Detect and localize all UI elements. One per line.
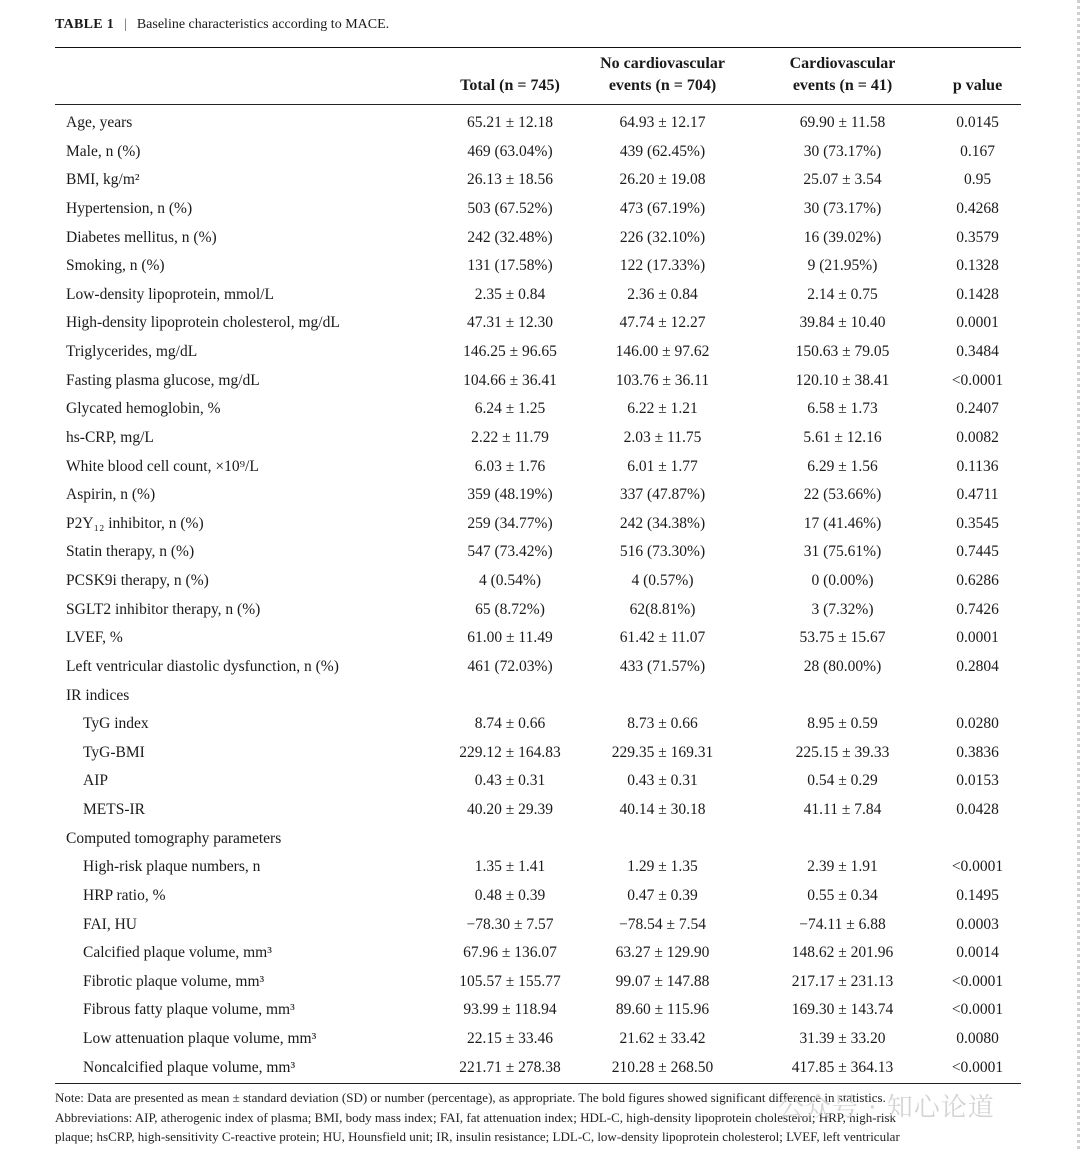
row-label: Hypertension, n (%) — [66, 199, 193, 217]
table-row — [55, 195, 1021, 224]
cell-p-value: 0.0428 — [956, 801, 999, 818]
cell-p-value: 0.1328 — [956, 257, 999, 275]
cell-no-events: 62(8.81%) — [629, 600, 696, 618]
cell-total: 67.96 ± 136.07 — [463, 944, 557, 962]
table-row — [55, 395, 1021, 424]
cell-events: 6.29 ± 1.56 — [807, 457, 878, 475]
cell-events: 28 (80.00%) — [803, 657, 882, 675]
cell-no-events: 146.00 ± 97.62 — [615, 343, 710, 360]
cell-no-events: 4 (0.57%) — [631, 572, 694, 589]
header-rule — [55, 104, 1021, 105]
cell-events: −74.11 ± 6.88 — [799, 915, 886, 933]
cell-p-value: <0.0001 — [951, 1001, 1004, 1019]
row-label: White blood cell count, ×10⁹/L — [66, 457, 259, 475]
cell-events: 53.75 ± 15.67 — [799, 629, 886, 647]
cell-total: 65.21 ± 12.18 — [466, 114, 553, 131]
cell-p-value: 0.3545 — [956, 514, 999, 532]
table-title: Baseline characteristics according to MACE. — [136, 17, 390, 32]
cell-events: 30 (73.17%) — [803, 142, 882, 160]
row-label: Fibrotic plaque volume, mm³ — [83, 972, 265, 990]
cell-events: 17 (41.46%) — [803, 514, 882, 532]
table-row — [55, 453, 1021, 482]
header-events-line1: Cardiovascular — [789, 55, 896, 72]
cell-no-events: 103.76 ± 36.11 — [615, 371, 710, 389]
cell-no-events: −78.54 ± 7.54 — [619, 915, 706, 933]
table-row — [55, 653, 1021, 682]
cell-total: 359 (48.19%) — [467, 486, 553, 504]
cell-events: 8.95 ± 0.59 — [807, 715, 878, 733]
table-row — [55, 567, 1021, 596]
cell-events: 16 (39.02%) — [803, 228, 882, 246]
row-label: HRP ratio, % — [83, 886, 166, 904]
cell-p-value: <0.0001 — [951, 858, 1004, 876]
cell-no-events: 47.74 ± 12.27 — [619, 314, 706, 332]
header-events-line2: events (n = 41) — [792, 77, 893, 94]
row-label: Diabetes mellitus, n (%) — [66, 228, 217, 246]
table-row — [55, 596, 1021, 625]
cell-no-events: 473 (67.19%) — [619, 199, 706, 217]
cell-total: 22.15 ± 33.46 — [466, 1030, 553, 1047]
cell-p-value: <0.0001 — [951, 972, 1004, 990]
table-row — [55, 252, 1021, 281]
cell-p-value: 0.0280 — [956, 715, 999, 733]
cell-p-value: 0.3484 — [956, 343, 999, 360]
header-no-events-line2: events (n = 704) — [608, 77, 717, 94]
cell-events: 0.55 ± 0.34 — [807, 886, 878, 904]
cell-events: 2.14 ± 0.75 — [807, 285, 878, 303]
cell-total: 0.48 ± 0.39 — [474, 886, 546, 904]
cell-p-value: 0.1136 — [956, 457, 999, 475]
table-body — [55, 109, 1021, 1082]
cell-p-value: 0.7426 — [956, 600, 999, 618]
cell-no-events: 516 (73.30%) — [619, 543, 706, 561]
row-label: AIP — [83, 772, 108, 790]
row-label: Glycated hemoglobin, % — [66, 400, 221, 418]
cell-events: 25.07 ± 3.54 — [803, 171, 882, 189]
row-label: Computed tomography parameters — [66, 829, 282, 847]
header-total: Total (n = 745) — [460, 77, 560, 94]
table-row — [55, 796, 1021, 825]
table-row — [55, 767, 1021, 796]
cell-total: 2.35 ± 0.84 — [474, 285, 546, 303]
cell-no-events: 2.36 ± 0.84 — [627, 285, 698, 303]
caption-separator: | — [124, 17, 127, 32]
cell-events: 2.39 ± 1.91 — [807, 858, 878, 876]
cell-events: 6.58 ± 1.73 — [807, 400, 878, 418]
row-label: Noncalcified plaque volume, mm³ — [83, 1058, 296, 1076]
cell-total: 503 (67.52%) — [467, 199, 553, 217]
table-row — [55, 1054, 1021, 1083]
cell-no-events: 1.29 ± 1.35 — [627, 858, 698, 876]
table-row — [55, 853, 1021, 882]
cell-p-value: 0.0003 — [956, 915, 999, 933]
cell-total: 26.13 ± 18.56 — [466, 171, 553, 189]
cell-total: 6.03 ± 1.76 — [474, 457, 546, 475]
row-label: Statin therapy, n (%) — [66, 543, 195, 561]
cell-no-events: 2.03 ± 11.75 — [623, 428, 702, 446]
cell-p-value: 0.95 — [963, 171, 992, 189]
cell-events: 0.54 ± 0.29 — [807, 772, 878, 790]
cell-no-events: 21.62 ± 33.42 — [619, 1030, 706, 1047]
note-line-1: Note: Data are presented as mean ± standard deviation (SD) or number (percentage), as appropriate. The bold figures showed significant difference in statistics. — [55, 1090, 886, 1105]
cell-total: 242 (32.48%) — [467, 228, 553, 246]
row-label: PCSK9i therapy, n (%) — [66, 572, 209, 589]
cell-total: 131 (17.58%) — [467, 257, 553, 275]
top-rule — [55, 47, 1021, 48]
row-label: TyG-BMI — [83, 743, 145, 761]
cell-events: 169.30 ± 143.74 — [791, 1001, 894, 1019]
cell-total: 93.99 ± 118.94 — [463, 1001, 557, 1019]
cell-total: 469 (63.04%) — [467, 142, 553, 160]
cell-no-events: 6.01 ± 1.77 — [627, 457, 698, 475]
cell-p-value: 0.2804 — [956, 657, 999, 675]
table-row — [55, 338, 1021, 367]
table-row — [55, 424, 1021, 453]
table-row — [55, 166, 1021, 195]
cell-events: 0 (0.00%) — [811, 572, 874, 589]
cell-p-value: 0.4711 — [956, 486, 999, 504]
cell-events: 30 (73.17%) — [803, 199, 882, 217]
cell-p-value: 0.0082 — [956, 428, 999, 446]
cell-p-value: 0.0153 — [956, 772, 999, 790]
note-line-2: Abbreviations: AIP, atherogenic index of plasma; BMI, body mass index; FAI, fat attenuation index; HDL-C, high-density lipoprotein cholesterol; HRP, high-risk — [55, 1109, 897, 1125]
row-label: Low attenuation plaque volume, mm³ — [83, 1030, 317, 1047]
row-label: SGLT2 inhibitor therapy, n (%) — [66, 600, 261, 618]
row-label: Calcified plaque volume, mm³ — [83, 944, 272, 962]
cell-events: 9 (21.95%) — [807, 257, 878, 275]
table-row — [55, 710, 1021, 739]
cell-total: 146.25 ± 96.65 — [463, 343, 557, 360]
cell-total: 2.22 ± 11.79 — [471, 428, 549, 446]
row-label: Fasting plasma glucose, mg/dL — [66, 371, 260, 389]
cell-total: −78.30 ± 7.57 — [466, 915, 554, 933]
cell-total: 6.24 ± 1.25 — [474, 400, 546, 418]
table-row — [55, 281, 1021, 310]
cell-total: 104.66 ± 36.41 — [463, 371, 557, 389]
cell-p-value: 0.4268 — [956, 199, 999, 217]
cell-no-events: 61.42 ± 11.07 — [619, 629, 706, 647]
row-label: BMI, kg/m² — [66, 171, 140, 189]
cell-total: 221.71 ± 278.38 — [459, 1058, 561, 1076]
cell-no-events: 226 (32.10%) — [619, 228, 706, 246]
cell-no-events: 122 (17.33%) — [619, 257, 706, 275]
table-row — [55, 968, 1021, 997]
row-label: FAI, HU — [83, 915, 137, 933]
cell-no-events: 99.07 ± 147.88 — [615, 972, 710, 990]
table-row — [55, 510, 1021, 539]
cell-total: 8.74 ± 0.66 — [474, 715, 546, 733]
cell-events: 41.11 ± 7.84 — [803, 801, 882, 818]
cell-events: 225.15 ± 39.33 — [795, 743, 890, 761]
watermark: 公众号 · 知心论道 — [778, 1093, 995, 1123]
table-row — [55, 224, 1021, 253]
row-label: High-density lipoprotein cholesterol, mg/dL — [66, 314, 340, 332]
cell-p-value: 0.0014 — [956, 944, 999, 962]
cell-no-events: 337 (47.87%) — [619, 486, 706, 504]
cell-total: 65 (8.72%) — [475, 600, 545, 618]
cell-p-value: 0.0080 — [956, 1030, 999, 1047]
cell-no-events: 26.20 ± 19.08 — [619, 171, 706, 189]
table-row — [55, 939, 1021, 968]
cell-events: 22 (53.66%) — [803, 486, 882, 504]
cell-total: 1.35 ± 1.41 — [474, 858, 546, 876]
cell-events: 3 (7.32%) — [811, 600, 874, 618]
table-label: TABLE 1 — [55, 17, 115, 32]
table-row — [55, 1025, 1021, 1054]
cell-total: 461 (72.03%) — [467, 657, 553, 675]
table-row — [55, 538, 1021, 567]
cell-no-events: 210.28 ± 268.50 — [611, 1058, 714, 1076]
cell-events: 417.85 ± 364.13 — [791, 1058, 894, 1076]
cell-p-value: <0.0001 — [951, 371, 1004, 389]
cell-p-value: 0.167 — [960, 142, 995, 160]
cell-p-value: 0.0001 — [956, 314, 999, 332]
cell-p-value: 0.1495 — [956, 886, 999, 904]
cell-events: 31 (75.61%) — [803, 543, 882, 561]
cell-p-value: 0.0001 — [956, 629, 999, 647]
row-label: METS-IR — [83, 801, 145, 818]
cell-no-events: 229.35 ± 169.31 — [611, 743, 714, 761]
table-row — [55, 309, 1021, 338]
header-p-value: p value — [952, 77, 1003, 94]
cell-no-events: 64.93 ± 12.17 — [619, 114, 706, 131]
section-row — [55, 682, 1021, 711]
table-row — [55, 911, 1021, 940]
row-label: hs-CRP, mg/L — [66, 428, 154, 446]
cell-p-value: 0.3579 — [956, 228, 999, 246]
table-caption — [55, 17, 389, 33]
cell-total: 259 (34.77%) — [467, 514, 553, 532]
cell-p-value: <0.0001 — [951, 1058, 1004, 1076]
cell-events: 5.61 ± 12.16 — [803, 428, 882, 446]
cell-p-value: 0.2407 — [956, 400, 999, 418]
cell-events: 69.90 ± 11.58 — [799, 114, 886, 131]
cell-total: 40.20 ± 29.39 — [466, 801, 553, 818]
cell-no-events: 439 (62.45%) — [619, 142, 706, 160]
section-row — [55, 825, 1021, 854]
table-row — [55, 481, 1021, 510]
row-label: Smoking, n (%) — [66, 257, 165, 275]
cell-p-value: 0.3836 — [956, 743, 999, 761]
table-row — [55, 138, 1021, 167]
cell-no-events: 8.73 ± 0.66 — [627, 715, 698, 733]
cell-events: 217.17 ± 231.13 — [791, 972, 894, 990]
cell-p-value: 0.1428 — [956, 285, 999, 303]
row-label: High-risk plaque numbers, n — [83, 858, 261, 876]
cell-no-events: 6.22 ± 1.21 — [627, 400, 698, 418]
cell-total: 105.57 ± 155.77 — [459, 972, 561, 990]
table-row — [55, 996, 1021, 1025]
cell-total: 61.00 ± 11.49 — [467, 629, 553, 647]
bottom-rule — [55, 1083, 1021, 1084]
row-label: Age, years — [66, 114, 133, 131]
row-label: LVEF, % — [66, 629, 123, 647]
table-row — [55, 367, 1021, 396]
cell-no-events: 89.60 ± 115.96 — [615, 1001, 710, 1019]
cell-total: 229.12 ± 164.83 — [459, 743, 561, 761]
row-label: Male, n (%) — [66, 142, 141, 160]
cell-events: 150.63 ± 79.05 — [795, 343, 890, 360]
cell-total: 0.43 ± 0.31 — [474, 772, 546, 790]
header-no-events — [570, 53, 755, 97]
header-events — [755, 53, 930, 97]
table-row — [55, 882, 1021, 911]
row-label: IR indices — [66, 686, 130, 704]
row-label: P2Y₁₂ inhibitor, n (%) — [66, 514, 204, 532]
cell-no-events: 242 (34.38%) — [619, 514, 706, 532]
cell-no-events: 63.27 ± 129.90 — [615, 944, 710, 962]
cell-no-events: 433 (71.57%) — [619, 657, 706, 675]
cell-p-value: 0.0145 — [956, 114, 999, 131]
cell-events: 31.39 ± 33.20 — [799, 1030, 886, 1047]
table-row — [55, 109, 1021, 138]
cell-no-events: 40.14 ± 30.18 — [619, 801, 706, 818]
cell-events: 39.84 ± 10.40 — [799, 314, 886, 332]
cell-p-value: 0.7445 — [956, 543, 999, 561]
row-label: Low-density lipoprotein, mmol/L — [66, 285, 274, 303]
table-row — [55, 739, 1021, 768]
row-label: Fibrous fatty plaque volume, mm³ — [83, 1001, 295, 1019]
cell-p-value: 0.6286 — [956, 572, 999, 589]
cell-no-events: 0.43 ± 0.31 — [627, 772, 698, 790]
note-line-3: plaque; hsCRP, high-sensitivity C-reactive protein; HU, Hounsfield unit; IR, insulin resistance; LDL-C, low-density lipoprotein cholesterol; LVEF, left ventricular — [55, 1129, 900, 1144]
cell-no-events: 0.47 ± 0.39 — [627, 886, 698, 904]
cell-total: 547 (73.42%) — [467, 543, 553, 561]
table-row — [55, 624, 1021, 653]
row-label: Aspirin, n (%) — [66, 486, 156, 504]
cell-total: 47.31 ± 12.30 — [466, 314, 553, 332]
header-no-events-line1: No cardiovascular — [600, 55, 725, 72]
row-label: Left ventricular diastolic dysfunction, n (%) — [66, 657, 339, 675]
row-label: Triglycerides, mg/dL — [66, 343, 198, 360]
table-header — [55, 52, 1021, 102]
cell-total: 4 (0.54%) — [479, 572, 541, 589]
row-label: TyG index — [83, 715, 149, 733]
cell-events: 148.62 ± 201.96 — [791, 944, 894, 962]
cell-events: 120.10 ± 38.41 — [795, 371, 890, 389]
